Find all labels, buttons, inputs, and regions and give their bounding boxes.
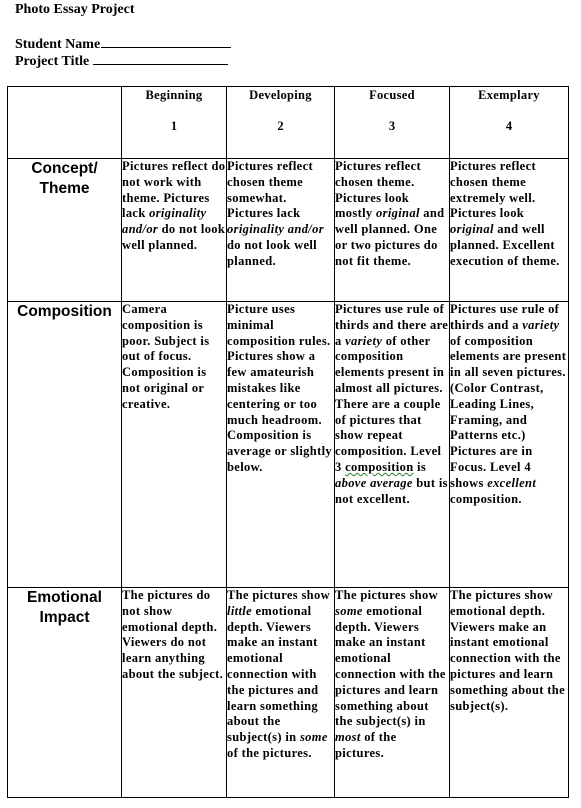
level-score: 2	[277, 119, 284, 133]
rubric-row-concept-theme	[8, 159, 569, 302]
student-name-field[interactable]	[15, 37, 231, 53]
cell-concept-beginning	[122, 159, 227, 302]
cell-text: is	[413, 459, 427, 474]
student-name-blank-line[interactable]	[101, 37, 231, 48]
corner-cell	[8, 87, 122, 159]
cell-text: Pictures reflect chosen theme. Pictures look mostly	[335, 159, 421, 221]
cell-text-italic: variety	[345, 333, 383, 348]
cell-text: emotional depth. Viewers make an instant emotional connection with the pictures and learn something about the subject(s) in	[227, 603, 319, 745]
cell-text: Pictures reflect do not work with theme. Pictures lack	[122, 159, 226, 221]
cell-text-italic: variety	[522, 317, 560, 332]
level-name: Beginning	[145, 88, 203, 102]
cell-text: The pictures show	[335, 588, 438, 602]
cell-text: Picture uses minimal composition rules. Pictures show a few amateurish mistakes like centering or too much headroom. Composition is average or slightly below.	[227, 302, 333, 474]
cell-emotional-focused	[335, 588, 450, 798]
criterion-label-concept-theme	[8, 159, 122, 302]
project-title-field[interactable]	[15, 54, 228, 70]
cell-text: do not look well planned.	[122, 222, 226, 252]
level-header-focused	[335, 87, 450, 159]
level-header-exemplary	[450, 87, 569, 159]
cell-emotional-beginning	[122, 588, 227, 798]
criterion-label-line: Impact	[39, 609, 90, 626]
cell-text: of the pictures.	[227, 745, 312, 760]
cell-composition-focused	[335, 302, 450, 588]
level-name: Exemplary	[478, 88, 540, 102]
cell-text: The pictures show	[227, 588, 330, 602]
project-title-blank-line[interactable]	[93, 54, 228, 65]
cell-concept-exemplary	[450, 159, 569, 302]
cell-text: Pictures reflect chosen theme extremely well. Pictures look	[450, 159, 536, 221]
level-score: 1	[170, 119, 178, 133]
rubric-row-emotional-impact	[8, 588, 569, 798]
criterion-label-line: Concept/	[31, 160, 98, 177]
document-title: Photo Essay Project	[15, 2, 135, 17]
rubric-header-row	[8, 87, 569, 159]
cell-text: of composition elements are present in all seven pictures. (Color Contrast, Leading Lines, Framing, and Patterns etc.) Pictures are in Focus. Level 4 shows	[450, 333, 567, 490]
cell-text: Camera composition is poor. Subject is out of focus. Composition is not original or creative.	[122, 302, 210, 411]
student-name-label: Student Name	[15, 37, 101, 52]
level-header-developing	[227, 87, 335, 159]
cell-text-italic: some	[335, 603, 363, 618]
rubric-table	[7, 86, 569, 798]
cell-text-italic: some	[299, 730, 328, 745]
level-name: Developing	[249, 88, 312, 102]
cell-composition-exemplary	[450, 302, 569, 588]
cell-text-italic: most	[335, 730, 361, 745]
cell-text: of the pictures.	[335, 730, 397, 760]
cell-text-italic: above average	[335, 475, 413, 490]
rubric-row-composition	[8, 302, 569, 588]
cell-composition-beginning	[122, 302, 227, 588]
cell-text-italic: originality and/or	[122, 206, 207, 237]
cell-text: Pictures use rule of thirds and a	[450, 302, 560, 332]
cell-concept-developing	[227, 159, 335, 302]
cell-text-italic: excellent	[487, 475, 537, 490]
cell-text: do not look well planned.	[227, 237, 317, 268]
criterion-label-line: Composition	[17, 303, 112, 320]
cell-text-italic: originality and/or	[227, 222, 324, 237]
cell-text-italic: original	[376, 206, 420, 221]
cell-text: and well planned. Excellent execution of theme.	[450, 222, 560, 268]
cell-emotional-exemplary	[450, 588, 569, 798]
level-header-beginning	[122, 87, 227, 159]
cell-text: emotional depth. Viewers make an instant emotional connection with the pictures and learn something about the subject(s) in	[335, 603, 446, 729]
criterion-label-line: Theme	[39, 180, 90, 197]
cell-text: but is not excellent.	[335, 475, 448, 506]
cell-text: and well planned. One or two pictures do not fit theme.	[335, 206, 445, 268]
cell-text: The pictures do not show emotional depth. Viewers do not learn anything about the subject.	[122, 588, 224, 681]
criterion-label-line: Emotional	[27, 589, 102, 606]
level-name: Focused	[369, 88, 415, 102]
cell-text: of other composition elements present in almost all pictures. There are a couple of pictures that show repeat composition. Level 3	[335, 333, 445, 474]
cell-text: composition.	[450, 491, 522, 506]
cell-text-spellcheck: composition	[345, 459, 414, 474]
cell-text: Pictures use rule of thirds and there are a	[335, 302, 449, 348]
cell-emotional-developing	[227, 588, 335, 798]
cell-text: The pictures show emotional depth. Viewers make an instant emotional connection with the pictures and learn something about the subject(s).	[450, 588, 565, 713]
cell-text-italic: original	[450, 222, 494, 237]
cell-composition-developing	[227, 302, 335, 588]
criterion-label-composition	[8, 302, 122, 588]
level-score: 4	[505, 119, 513, 133]
level-score: 3	[388, 119, 396, 133]
project-title-label: Project Title	[15, 54, 90, 69]
cell-concept-focused	[335, 159, 450, 302]
cell-text-italic: little	[227, 603, 253, 618]
criterion-label-emotional-impact	[8, 588, 122, 798]
cell-text: Pictures reflect chosen theme somewhat. Pictures lack	[227, 159, 313, 221]
